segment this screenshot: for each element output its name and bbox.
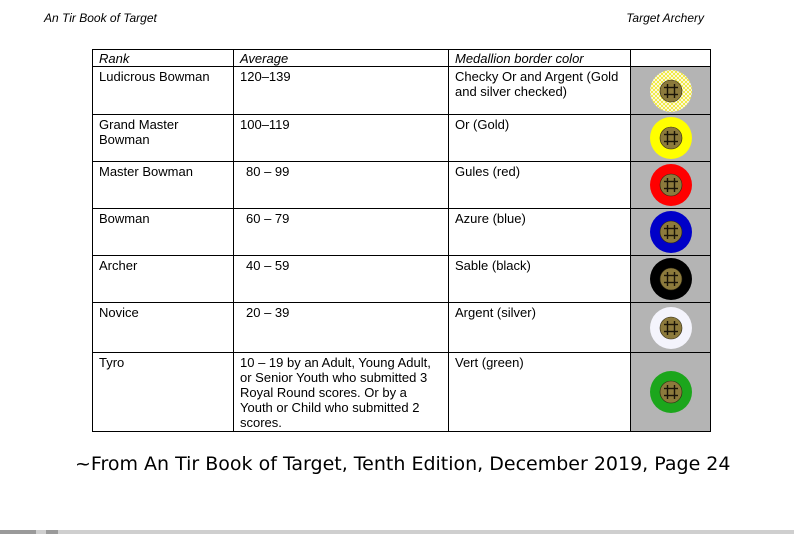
border-color-cell: Vert (green): [449, 353, 631, 432]
running-header-left: An Tir Book of Target: [44, 11, 157, 25]
column-header-average: Average: [234, 50, 449, 67]
table-row: [93, 256, 711, 303]
medallion-icon: [649, 370, 693, 414]
average-cell: 120–139: [234, 67, 449, 115]
average-cell: 10 – 19 by an Adult, Young Adult, or Senior Youth who submitted 3 Royal Round scores. Or by a Youth or Child who submitted 2 scores.: [234, 353, 449, 432]
medallion-icon: [649, 210, 693, 254]
medallion-cell: [631, 303, 711, 353]
source-caption: ~From An Tir Book of Target, Tenth Edition, December 2019, Page 24: [75, 453, 731, 475]
rank-cell: Archer: [93, 256, 234, 303]
running-header-right: Target Archery: [626, 11, 704, 25]
medallion-cell: [631, 256, 711, 303]
medallion-cell: [631, 115, 711, 162]
border-color-cell: Gules (red): [449, 162, 631, 209]
table-row: [93, 115, 711, 162]
medallion-icon: [649, 306, 693, 350]
medallion-icon: [649, 163, 693, 207]
rank-cell: Master Bowman: [93, 162, 234, 209]
medallion-cell: [631, 67, 711, 115]
medallion-icon: [649, 257, 693, 301]
table-header-row: [93, 50, 711, 67]
average-cell: 100–119: [234, 115, 449, 162]
medallion-icon: [649, 116, 693, 160]
scrollbar-segment-mid: [46, 530, 58, 534]
column-header-border-color: Medallion border color: [449, 50, 631, 67]
border-color-cell: Azure (blue): [449, 209, 631, 256]
average-cell: 80 – 99: [234, 162, 449, 209]
table-row: [93, 303, 711, 353]
border-color-cell: Sable (black): [449, 256, 631, 303]
rank-cell: Ludicrous Bowman: [93, 67, 234, 115]
average-cell: 20 – 39: [234, 303, 449, 353]
average-cell: 40 – 59: [234, 256, 449, 303]
border-color-cell: Checky Or and Argent (Gold and silver checked): [449, 67, 631, 115]
table-row: [93, 209, 711, 256]
table-row: [93, 67, 711, 115]
medallion-cell: [631, 209, 711, 256]
medallion-cell: [631, 162, 711, 209]
medallion-icon: [649, 69, 693, 113]
medallion-cell: [631, 353, 711, 432]
rank-cell: Novice: [93, 303, 234, 353]
rank-table: [92, 49, 711, 432]
border-color-cell: Argent (silver): [449, 303, 631, 353]
table-row: [93, 162, 711, 209]
table-row: [93, 353, 711, 432]
average-cell: 60 – 79: [234, 209, 449, 256]
border-color-cell: Or (Gold): [449, 115, 631, 162]
rank-cell: Tyro: [93, 353, 234, 432]
column-header-rank: Rank: [93, 50, 234, 67]
rank-cell: Grand Master Bowman: [93, 115, 234, 162]
scrollbar-segment-left: [0, 530, 36, 534]
rank-cell: Bowman: [93, 209, 234, 256]
bottom-scrollbar[interactable]: [0, 530, 794, 534]
column-header-medallion: [631, 50, 711, 67]
